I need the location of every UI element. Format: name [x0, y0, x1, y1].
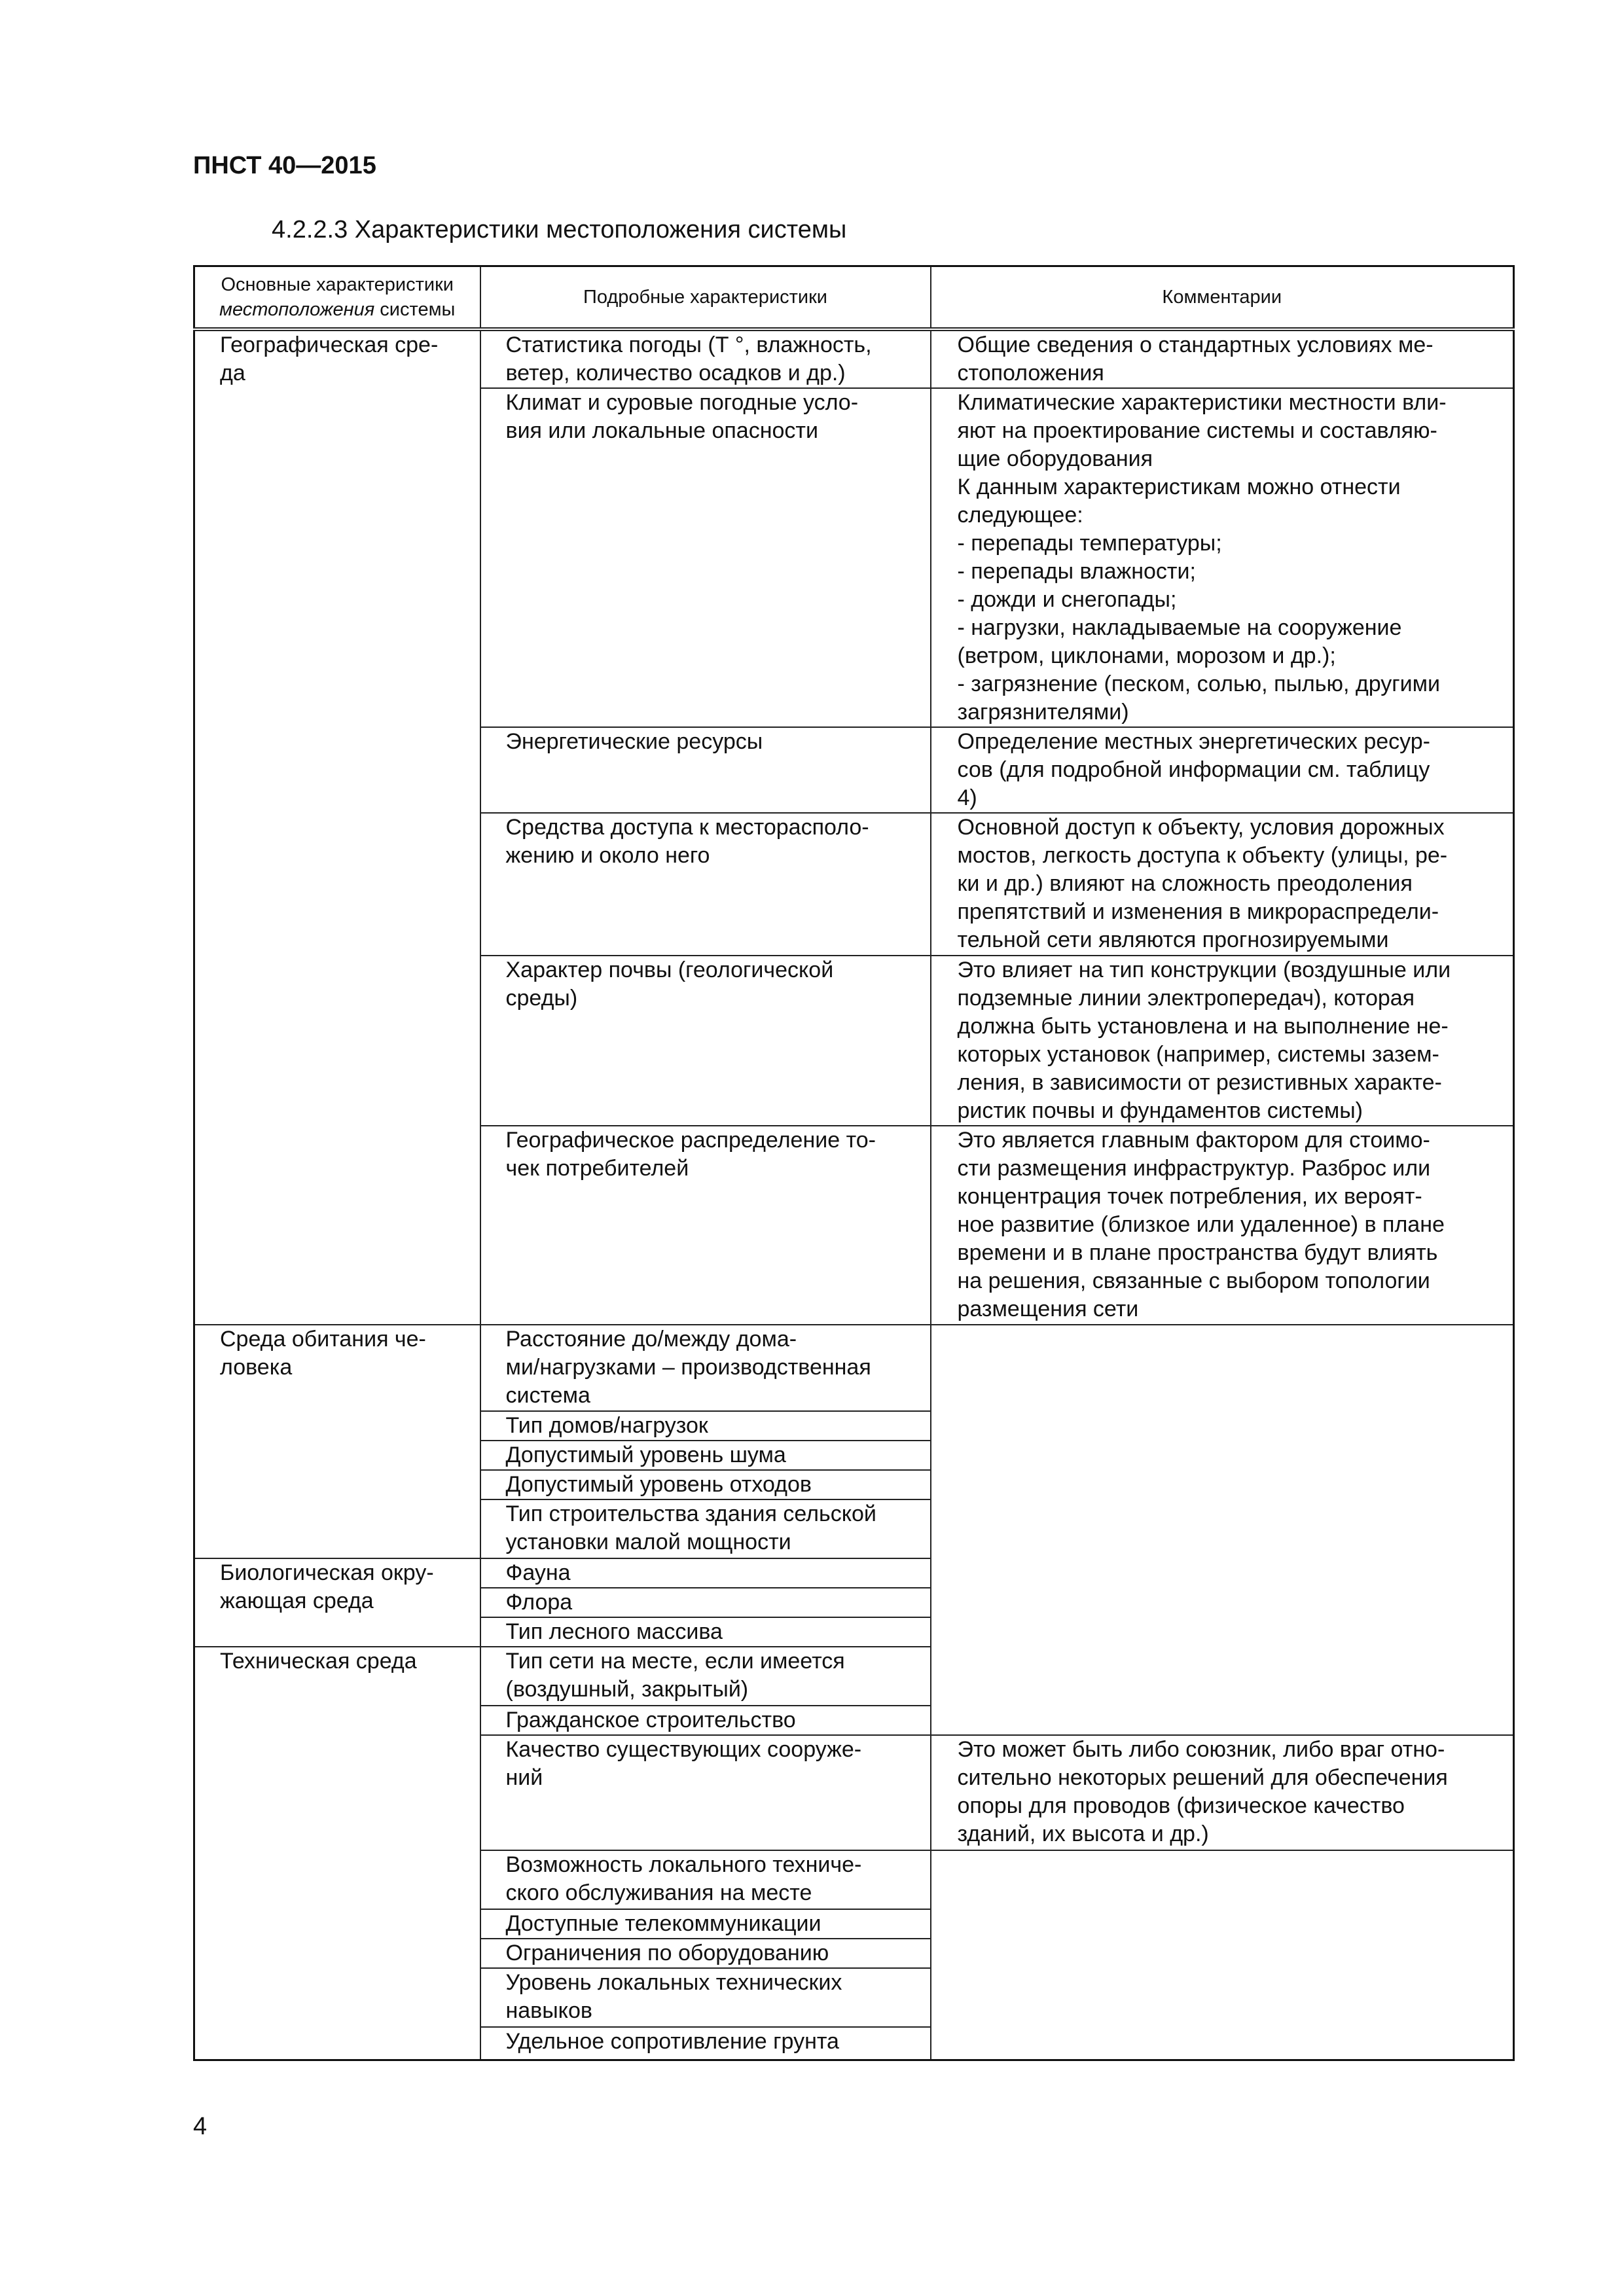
cell-line: ветер, количество осадков и др.)	[505, 361, 846, 386]
detail-cell	[480, 1735, 931, 1850]
table-row	[194, 1325, 1514, 1411]
cell-line: ловека	[220, 1355, 293, 1380]
cell-line: - нагрузки, накладываемые на сооружение	[957, 615, 1402, 640]
detail-cell	[480, 956, 931, 1126]
cell-line: яют на проектирование системы и составляю-	[957, 418, 1437, 443]
comment-cell	[931, 727, 1514, 813]
cell-line: Допустимый уровень шума	[505, 1443, 786, 1467]
cell-line: которых установок (например, системы зазем-	[957, 1042, 1439, 1067]
cell-line: ления, в зависимости от резистивных характе-	[957, 1070, 1442, 1095]
cell-line: подземные линии электропередач), которая	[957, 986, 1415, 1011]
detail-cell	[480, 1499, 931, 1558]
comment-cell	[931, 1126, 1514, 1325]
cell-line: Статистика погоды (Т °, влажность,	[505, 332, 872, 357]
cell-line: Тип строительства здания сельской	[505, 1501, 876, 1526]
header-detailed-characteristics: Подробные характеристики	[480, 266, 931, 330]
cell-line: ное развитие (близкое или удаленное) в плане	[957, 1212, 1445, 1237]
page-number: 4	[193, 2113, 208, 2140]
cell-line: зданий, их высота и др.)	[957, 1821, 1209, 1846]
header-main-characteristics	[194, 266, 480, 330]
cell-line: Климат и суровые погодные усло-	[505, 390, 859, 415]
detail-cell	[480, 2027, 931, 2060]
cell-line: мостов, легкость доступа к объекту (улицы, ре-	[957, 843, 1448, 868]
cell-line: Фауна	[505, 1560, 571, 1585]
main-characteristic-cell	[194, 1325, 480, 1558]
cell-line: Географическая сре-	[220, 332, 439, 357]
cell-line: Это может быть либо союзник, либо враг отно-	[957, 1737, 1445, 1762]
header-line	[200, 297, 475, 322]
main-characteristic-cell	[194, 329, 480, 1325]
cell-line: (воздушный, закрытый)	[505, 1677, 749, 1702]
detail-cell	[480, 1968, 931, 2027]
detail-cell	[480, 1617, 931, 1647]
cell-line: Флора	[505, 1590, 573, 1615]
cell-line: система	[505, 1383, 590, 1408]
cell-line: сов (для подробной информации см. таблицу	[957, 757, 1430, 782]
detail-cell	[480, 1647, 931, 1706]
cell-line: Тип сети на месте, если имеется	[505, 1649, 845, 1674]
cell-line: загрязнителями)	[957, 700, 1129, 725]
detail-cell	[480, 1588, 931, 1617]
cell-line: опоры для проводов (физическое качество	[957, 1793, 1405, 1818]
cell-line: Техническая среда	[220, 1649, 417, 1674]
cell-line: - загрязнение (песком, солью, пылью, другими	[957, 672, 1440, 696]
comment-cell	[931, 1735, 1514, 1850]
cell-line: щие оборудования	[957, 446, 1153, 471]
cell-line: жению и около него	[505, 843, 710, 868]
cell-line: Это является главным фактором для стоимо-	[957, 1128, 1430, 1153]
cell-line: Энергетические ресурсы	[505, 729, 763, 754]
detail-cell	[480, 1470, 931, 1499]
cell-line: препятствий и изменения в микрораспредели-	[957, 899, 1439, 924]
cell-line: Расстояние до/между дома-	[505, 1327, 797, 1352]
empty-comment-cell	[931, 1850, 1514, 2060]
cell-line: навыков	[505, 1998, 592, 2023]
cell-line: времени и в плане пространства будут влиять	[957, 1240, 1438, 1265]
cell-line: на решения, связанные с выбором топологии	[957, 1268, 1430, 1293]
detail-cell	[480, 727, 931, 813]
cell-line: Среда обитания че-	[220, 1327, 426, 1352]
detail-cell	[480, 1441, 931, 1470]
cell-line: - дожди и снегопады;	[957, 587, 1177, 612]
comment-cell	[931, 388, 1514, 727]
detail-cell	[480, 813, 931, 956]
cell-line: Климатические характеристики местности вли-	[957, 390, 1447, 415]
location-characteristics-table	[193, 265, 1515, 2061]
cell-line: да	[220, 361, 245, 386]
cell-line: Доступные телекоммуникации	[505, 1911, 821, 1936]
document-code: ПНСТ 40—2015	[193, 152, 376, 179]
cell-line: Географическое распределение то-	[505, 1128, 876, 1153]
cell-line: 4)	[957, 785, 977, 810]
table-row	[194, 329, 1514, 388]
detail-cell	[480, 329, 931, 388]
cell-line: Гражданское строительство	[505, 1708, 796, 1732]
cell-line: стоположения	[957, 361, 1104, 386]
main-characteristic-cell	[194, 1647, 480, 2060]
cell-line: размещения сети	[957, 1297, 1139, 1321]
cell-line: Ограничения по оборудованию	[505, 1941, 829, 1965]
cell-line: ки и др.) влияют на сложность преодоления	[957, 871, 1413, 896]
comment-cell	[931, 813, 1514, 956]
cell-line: Общие сведения о стандартных условиях ме-	[957, 332, 1434, 357]
cell-line: ний	[505, 1765, 543, 1790]
detail-cell	[480, 1325, 931, 1411]
cell-line: тельной сети являются прогнозируемыми	[957, 927, 1389, 952]
header-line: Основные характеристики	[221, 274, 454, 295]
table-header-row	[194, 266, 1514, 330]
cell-line: Биологическая окру-	[220, 1560, 434, 1585]
comment-cell	[931, 956, 1514, 1126]
cell-line: Тип лесного массива	[505, 1619, 723, 1644]
cell-line: среды)	[505, 986, 578, 1011]
header-italic-word: местоположения	[219, 299, 375, 320]
cell-line: установки малой мощности	[505, 1530, 791, 1554]
detail-cell	[480, 1850, 931, 1909]
detail-cell	[480, 1939, 931, 1968]
cell-line: концентрация точек потребления, их вероят-	[957, 1184, 1422, 1209]
cell-line: - перепады влажности;	[957, 559, 1196, 584]
cell-line: ми/нагрузками – производственная	[505, 1355, 871, 1380]
cell-line: Основной доступ к объекту, условия дорожных	[957, 815, 1445, 840]
detail-cell	[480, 1706, 931, 1735]
cell-line: - перепады температуры;	[957, 531, 1222, 556]
cell-line: Допустимый уровень отходов	[505, 1472, 812, 1497]
cell-line: следующее:	[957, 503, 1083, 528]
cell-line: Это влияет на тип конструкции (воздушные или	[957, 958, 1451, 982]
cell-line: ского обслуживания на месте	[505, 1880, 812, 1905]
header-word: системы	[374, 299, 456, 320]
cell-line: жающая среда	[220, 1588, 374, 1613]
cell-line: Удельное сопротивление грунта	[505, 2029, 839, 2054]
detail-cell	[480, 1909, 931, 1939]
cell-line: Качество существующих сооруже-	[505, 1737, 862, 1762]
cell-line: Возможность локального техниче-	[505, 1852, 862, 1877]
cell-line: Уровень локальных технических	[505, 1970, 842, 1995]
cell-line: Характер почвы (геологической	[505, 958, 834, 982]
comment-cell	[931, 329, 1514, 388]
cell-line: сти размещения инфраструктур. Разброс или	[957, 1156, 1431, 1181]
cell-line: вия или локальные опасности	[505, 418, 818, 443]
header-comments: Комментарии	[931, 266, 1514, 330]
detail-cell	[480, 1126, 931, 1325]
detail-cell	[480, 388, 931, 727]
main-characteristic-cell	[194, 1558, 480, 1647]
cell-line: Тип домов/нагрузок	[505, 1413, 708, 1438]
cell-line: (ветром, циклонами, морозом и др.);	[957, 643, 1336, 668]
cell-line: должна быть установлена и на выполнение не-	[957, 1014, 1449, 1039]
empty-comment-cell	[931, 1325, 1514, 1735]
section-title: 4.2.2.3 Характеристики местоположения системы	[272, 216, 847, 243]
cell-line: Определение местных энергетических ресур-	[957, 729, 1430, 754]
detail-cell	[480, 1558, 931, 1588]
cell-line: чек потребителей	[505, 1156, 689, 1181]
cell-line: К данным характеристикам можно отнести	[957, 475, 1401, 499]
cell-line: сительно некоторых решений для обеспечения	[957, 1765, 1448, 1790]
detail-cell	[480, 1411, 931, 1441]
cell-line: ристик почвы и фундаментов системы)	[957, 1098, 1363, 1123]
cell-line: Средства доступа к месторасполо-	[505, 815, 869, 840]
